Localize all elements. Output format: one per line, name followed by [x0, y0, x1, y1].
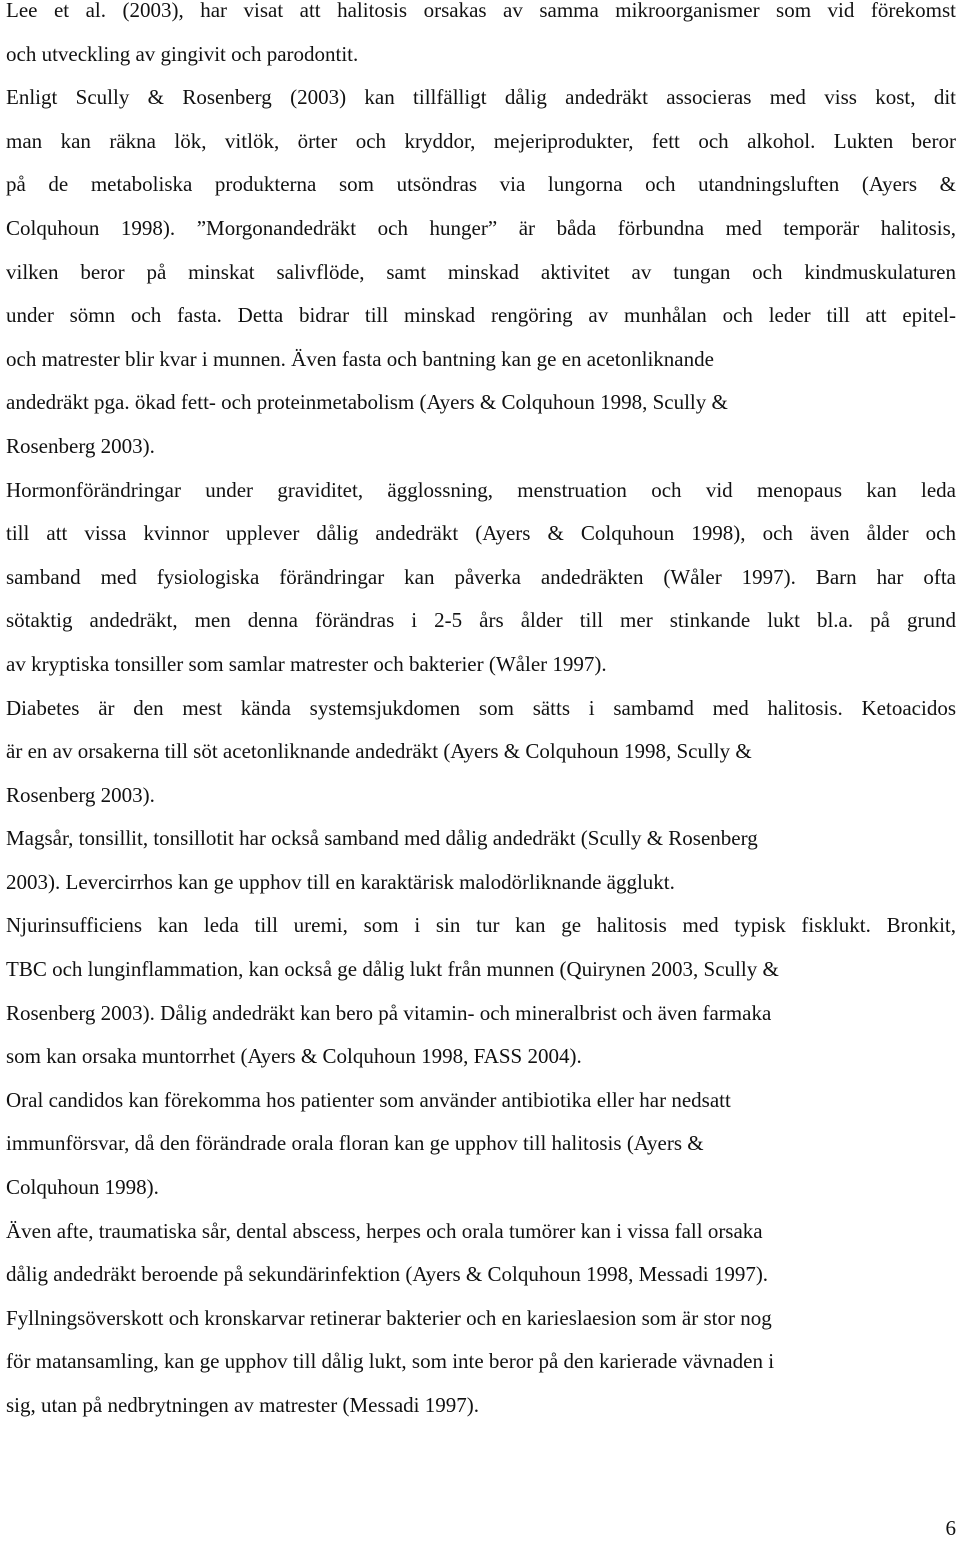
text-line: sig, utan på nedbrytningen av matrester (Messadi 1997).: [6, 1393, 479, 1417]
text-line: TBC och lunginflammation, kan också ge dålig lukt från munnen (Quirynen 2003, Scully &: [6, 957, 779, 982]
text-line: Colquhoun 1998). ”Morgonandedräkt och hunger” är båda förbundna med temporär halitosis,: [6, 215, 956, 240]
text-line: vilken beror på minskat salivflöde, samt minskad aktivitet av tungan och kindmuskulaturen: [6, 259, 956, 284]
text-line: Även afte, traumatiska sår, dental abscess, herpes och orala tumörer kan i vissa fall orsaka: [6, 1218, 763, 1243]
text-line: dålig andedräkt beroende på sekundärinfektion (Ayers & Colquhoun 1998, Messadi 1997).: [6, 1262, 769, 1287]
text-line: man kan räkna lök, vitlök, örter och kryddor, mejeriprodukter, fett och alkohol. Lukten beror: [6, 128, 956, 153]
page-number: 6: [945, 1516, 956, 1540]
text-line: och utveckling av gingivit och parodontit.: [6, 41, 359, 66]
text-line: 2003). Levercirrhos kan ge upphov till en karaktärisk malodörliknande ägglukt.: [6, 869, 675, 894]
text-line: som kan orsaka muntorrhet (Ayers & Colquhoun 1998, FASS 2004).: [6, 1044, 582, 1069]
text-line: och matrester blir kvar i munnen. Även fasta och bantning kan ge en acetonliknande: [6, 346, 714, 371]
text-line: Rosenberg 2003).: [6, 433, 155, 458]
body-text: [6, 0, 956, 1428]
text-line: Colquhoun 1998).: [6, 1175, 159, 1200]
text-line: Diabetes är den mest kända systemsjukdomen som sätts i sambamd med halitosis. Ketoacidos: [6, 695, 956, 720]
text-line: Rosenberg 2003).: [6, 782, 155, 807]
text-line: av kryptiska tonsiller som samlar matrester och bakterier (Wåler 1997).: [6, 651, 607, 676]
text-line: under sömn och fasta. Detta bidrar till minskad rengöring av munhålan och leder till att epitel-: [6, 303, 956, 328]
text-line: samband med fysiologiska förändringar kan påverka andedräkten (Wåler 1997). Barn har ofta: [6, 564, 956, 589]
text-line: andedräkt pga. ökad fett- och proteinmetabolism (Ayers & Colquhoun 1998, Scully &: [6, 390, 728, 415]
text-line: Njurinsufficiens kan leda till uremi, som i sin tur kan ge halitosis med typisk fisklukt. Bronkit,: [6, 913, 956, 938]
text-line: Fyllningsöverskott och kronskarvar retinerar bakterier och en karieslaesion som är stor nog: [6, 1305, 772, 1330]
text-line: Lee et al. (2003), har visat att halitosis orsakas av samma mikroorganismer som vid förekomst: [6, 0, 956, 22]
text-line: Hormonförändringar under graviditet, ägglossning, menstruation och vid menopaus kan leda: [6, 477, 956, 502]
text-line: på de metaboliska produkterna som utsöndras via lungorna och utandningsluften (Ayers &: [6, 172, 956, 197]
text-line: för matansamling, kan ge upphov till dålig lukt, som inte beror på den karierade vävnaden i: [6, 1349, 775, 1374]
text-line: Magsår, tonsillit, tonsillotit har också samband med dålig andedräkt (Scully & Rosenberg: [6, 826, 758, 851]
text-line: Enligt Scully & Rosenberg (2003) kan tillfälligt dålig andedräkt associeras med viss kost, dit: [6, 85, 956, 110]
text-line: Oral candidos kan förekomma hos patienter som använder antibiotika eller har nedsatt: [6, 1087, 731, 1112]
text-line: är en av orsakerna till söt acetonliknande andedräkt (Ayers & Colquhoun 1998, Scully &: [6, 739, 752, 764]
text-line: sötaktig andedräkt, men denna förändras i 2-5 års ålder till mer stinkande lukt bl.a. på grund: [6, 608, 956, 633]
text-line: Rosenberg 2003). Dålig andedräkt kan bero på vitamin- och mineralbrist och även farmaka: [6, 1000, 772, 1025]
text-line: immunförsvar, då den förändrade orala floran kan ge upphov till halitosis (Ayers &: [6, 1131, 704, 1156]
text-line: till att vissa kvinnor upplever dålig andedräkt (Ayers & Colquhoun 1998), och även ålder och: [6, 521, 956, 546]
